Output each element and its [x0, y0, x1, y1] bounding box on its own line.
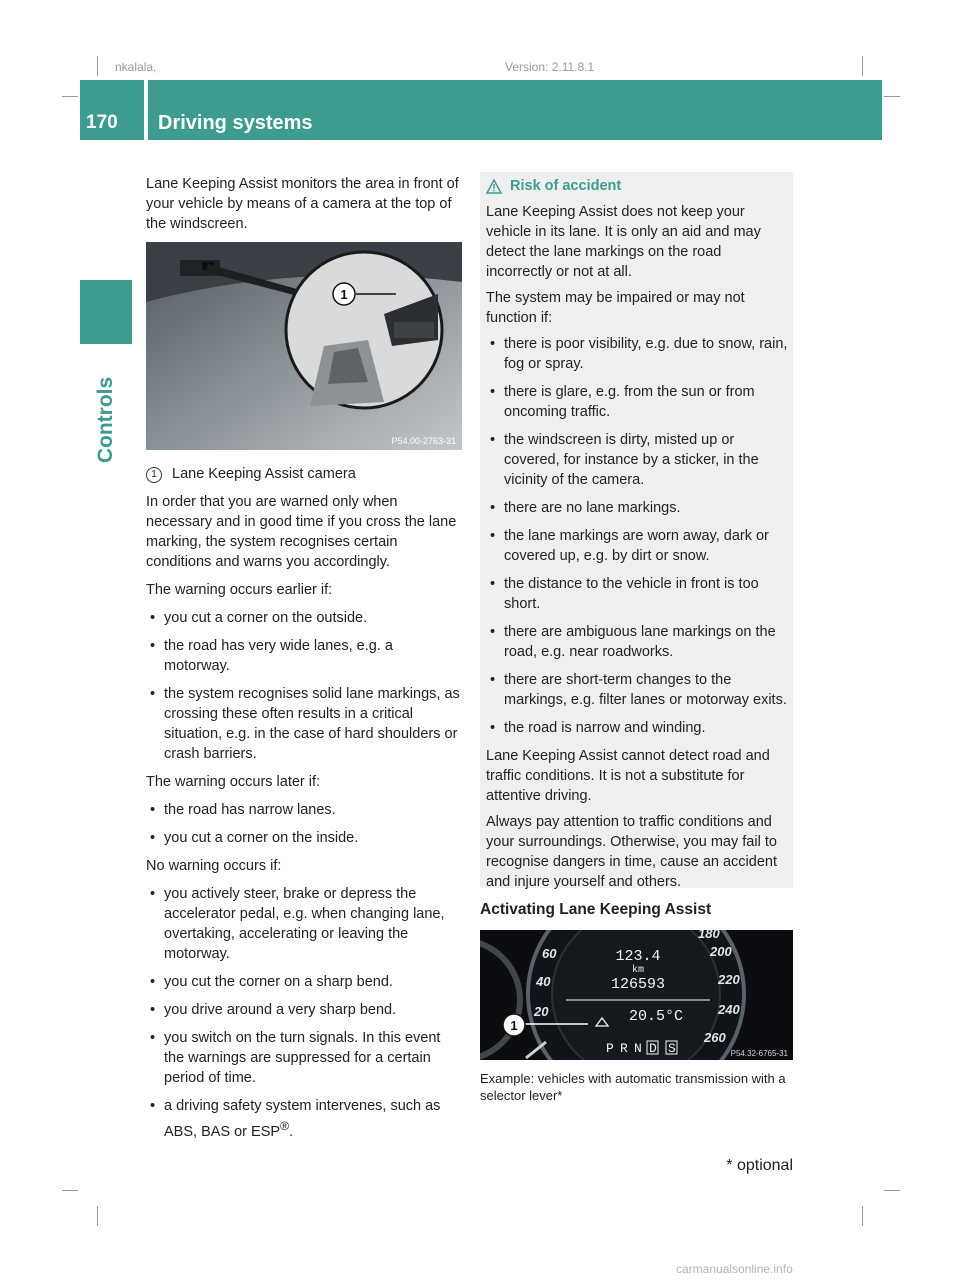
- list-item: • the distance to the vehicle in front is too short.: [486, 574, 788, 614]
- list-item: • the road is narrow and winding.: [486, 718, 788, 738]
- activating-section: [480, 900, 793, 1104]
- instrument-cluster-illustration: [480, 930, 793, 1060]
- unit-display: km: [631, 965, 645, 976]
- registered-mark: ®: [280, 1119, 289, 1133]
- side-tab: [80, 280, 132, 344]
- later-list: [146, 800, 462, 848]
- caption-number: 1: [146, 467, 162, 483]
- optional-note: * optional: [726, 1157, 793, 1174]
- figure-caption: [146, 464, 462, 484]
- trip-display: 123.4: [615, 948, 661, 965]
- list-item: • you drive around a very sharp bend.: [146, 1000, 462, 1020]
- warning-header: [486, 176, 788, 196]
- list-item: [146, 1096, 462, 1142]
- crop-mark: [862, 1206, 863, 1226]
- list-item: • you cut a corner on the outside.: [146, 608, 462, 628]
- speed-tick: 20: [534, 1004, 549, 1019]
- list-item: • there are no lane markings.: [486, 498, 788, 518]
- crop-mark: [862, 56, 863, 76]
- section-label: Controls: [94, 376, 117, 464]
- cluster-callout: 1: [510, 1018, 518, 1033]
- camera-illustration: [146, 242, 462, 450]
- drive-mode: S: [668, 1041, 676, 1056]
- figure-ref: P54.00-2763-31: [391, 436, 456, 446]
- list-item: • you switch on the turn signals. In this event the warnings are suppressed for a certain period of time.: [146, 1028, 462, 1088]
- list-item: • there are short-term changes to the markings, e.g. filter lanes or motorway exits.: [486, 670, 788, 710]
- earlier-list: [146, 608, 462, 764]
- speed-tick: 260: [704, 1030, 726, 1045]
- warning-title: Risk of accident: [510, 178, 622, 194]
- no-warning-list: [146, 884, 462, 1142]
- list-item: • there are ambiguous lane markings on the road, e.g. near roadworks.: [486, 622, 788, 662]
- watermark: carmanualsonline.info: [676, 1262, 793, 1276]
- speed-tick: 60: [542, 946, 557, 961]
- crop-mark: [97, 1206, 98, 1226]
- impairment-list: [486, 334, 788, 738]
- instrument-cluster-figure: [480, 930, 793, 1060]
- warning-paragraph: Lane Keeping Assist does not keep your vehicle in its lane. It is only an aid and may detect the lane markings on the road incorrectly or not at all.: [486, 204, 761, 280]
- page-number: 170: [86, 112, 118, 133]
- gear-p: P: [606, 1041, 614, 1056]
- odometer-display: 126593: [610, 976, 666, 993]
- earlier-heading: The warning occurs earlier if:: [146, 582, 333, 598]
- caption-text: Lane Keeping Assist camera: [172, 466, 356, 482]
- speed-tick: 220: [718, 972, 740, 987]
- cluster-ref: P54.32-6765-31: [730, 1049, 788, 1058]
- temperature-display: 20.5°C: [628, 1008, 684, 1025]
- speed-tick: 180: [698, 930, 720, 941]
- section-heading: Activating Lane Keeping Assist: [480, 901, 712, 918]
- crop-mark: [884, 1190, 900, 1191]
- crop-mark: [97, 56, 98, 76]
- list-item: • there is glare, e.g. from the sun or from oncoming traffic.: [486, 382, 788, 422]
- speed-tick: 40: [536, 974, 551, 989]
- list-item: • you cut a corner on the inside.: [146, 828, 462, 848]
- warning-paragraph: Always pay attention to traffic conditions and your surroundings. Otherwise, you may fail to recognise dangers in time, cause an accident and injure yourself and others.: [486, 814, 777, 890]
- list-item: • the lane markings are worn away, dark or covered up, e.g. by dirt or snow.: [486, 526, 788, 566]
- gear-r: R: [620, 1041, 628, 1056]
- list-item: • you cut the corner on a sharp bend.: [146, 972, 462, 992]
- no-warning-heading: No warning occurs if:: [146, 858, 282, 874]
- list-item: • the system recognises solid lane markings, as crossing these often results in a critical situation, e.g. in the case of hard shoulders or crash barriers.: [146, 684, 462, 764]
- meta-version: Version: 2.11.8.1: [505, 60, 595, 74]
- list-item: • the road has very wide lanes, e.g. a motorway.: [146, 636, 462, 676]
- list-item-end: .: [288, 1123, 293, 1140]
- gear-d: D: [649, 1041, 657, 1056]
- risk-warning-box: [480, 172, 793, 888]
- warning-paragraph: The system may be impaired or may not function if:: [486, 290, 745, 326]
- page-title: Driving systems: [158, 112, 313, 134]
- gear-n: N: [634, 1041, 642, 1056]
- list-item: • you actively steer, brake or depress the accelerator pedal, e.g. when changing lane, overtaking, accelerating or leaving the motorway.: [146, 884, 462, 964]
- left-column: [146, 174, 462, 1150]
- crop-mark: [62, 1190, 78, 1191]
- list-item: • there is poor visibility, e.g. due to snow, rain, fog or spray.: [486, 334, 788, 374]
- crop-mark: [884, 96, 900, 97]
- warning-paragraph: Lane Keeping Assist cannot detect road and traffic conditions. It is not a substitute for attentive driving.: [486, 748, 770, 804]
- list-item: • the windscreen is dirty, misted up or covered, for instance by a sticker, in the vicinity of the camera.: [486, 430, 788, 490]
- header-divider: [144, 80, 148, 140]
- speed-tick: 240: [718, 1002, 740, 1017]
- warning-triangle-icon: [486, 179, 502, 194]
- intro-text: Lane Keeping Assist monitors the area in front of your vehicle by means of a camera at the top of the windscreen.: [146, 176, 459, 232]
- example-caption: Example: vehicles with automatic transmission with a selector lever*: [480, 1071, 786, 1103]
- meta-author: nkalala,: [115, 60, 157, 74]
- figure-callout: 1: [340, 287, 348, 302]
- crop-mark: [62, 96, 78, 97]
- later-heading: The warning occurs later if:: [146, 774, 321, 790]
- list-item-text: a driving safety system intervenes, such as ABS, BAS or ESP: [164, 1098, 441, 1140]
- speed-tick: 200: [710, 944, 732, 959]
- warning-explanation: In order that you are warned only when necessary and in good time if you cross the lane marking, the system recognises certain conditions and warns you accordingly.: [146, 494, 457, 570]
- camera-figure: [146, 242, 462, 450]
- list-item: • the road has narrow lanes.: [146, 800, 462, 820]
